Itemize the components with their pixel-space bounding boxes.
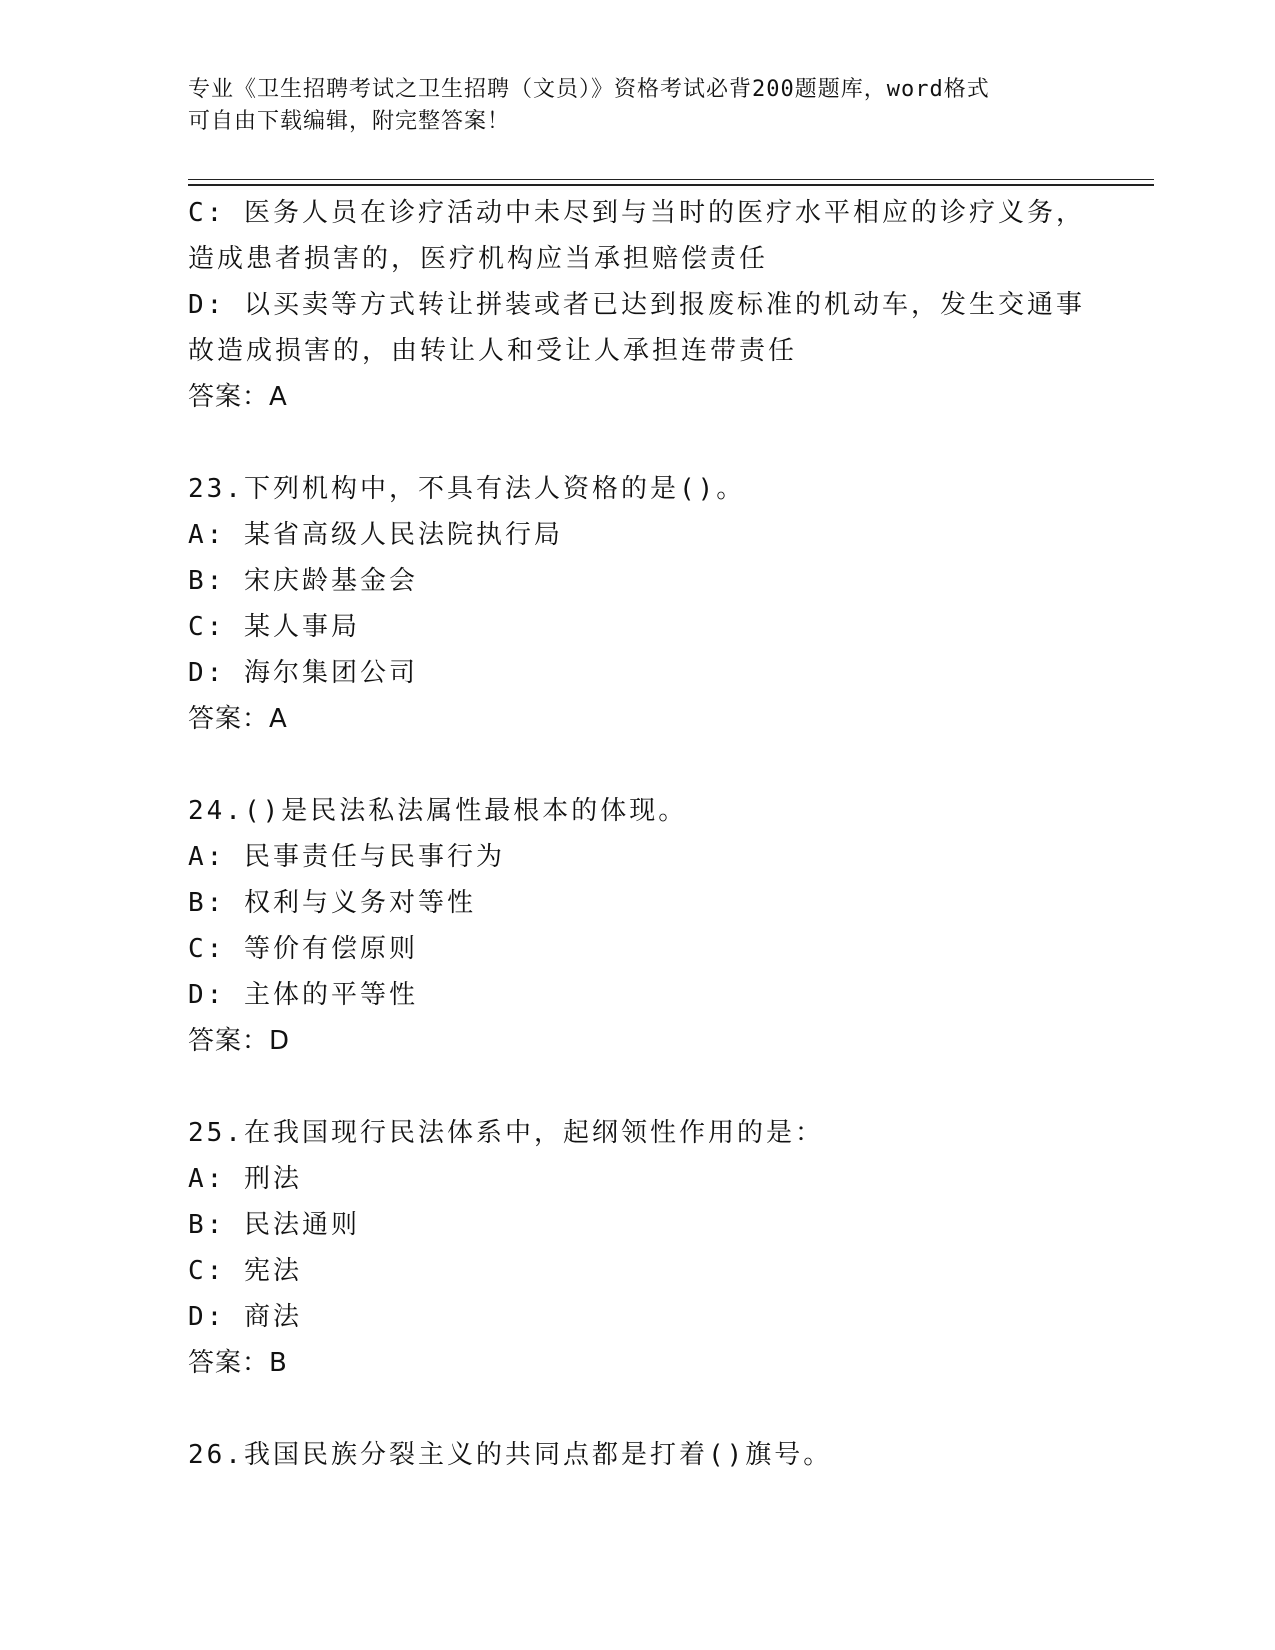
answer: 答案：A bbox=[188, 382, 288, 412]
question-stem: 24.()是民法私法属性最根本的体现。 bbox=[188, 796, 688, 826]
option-d: D: 海尔集团公司 bbox=[188, 658, 418, 688]
option-b: B: 宋庆龄基金会 bbox=[188, 566, 418, 596]
option-b: B: 权利与义务对等性 bbox=[188, 888, 476, 918]
option-c: C: 等价有偿原则 bbox=[188, 934, 418, 964]
question-24 bbox=[188, 788, 1088, 1064]
question-23 bbox=[188, 466, 1088, 742]
spacer bbox=[188, 1386, 1088, 1432]
answer: 答案：B bbox=[188, 1348, 288, 1378]
header-rule-thick bbox=[188, 184, 1154, 186]
question-content bbox=[188, 190, 1088, 1478]
question-stem: 25.在我国现行民法体系中，起纲领性作用的是： bbox=[188, 1118, 824, 1148]
spacer bbox=[188, 742, 1088, 788]
spacer bbox=[188, 420, 1088, 466]
option-c: C: 宪法 bbox=[188, 1256, 302, 1286]
answer: 答案：A bbox=[188, 704, 288, 734]
option-text: 故造成损害的，由转让人和受让人承担连带责任 bbox=[188, 336, 798, 366]
option-c bbox=[188, 190, 1088, 282]
answer: 答案：D bbox=[188, 1026, 291, 1056]
question-stem: 23.下列机构中，不具有法人资格的是()。 bbox=[188, 474, 746, 504]
option-a: A: 民事责任与民事行为 bbox=[188, 842, 505, 872]
option-c: C: 某人事局 bbox=[188, 612, 360, 642]
option-d: D: 商法 bbox=[188, 1302, 302, 1332]
option-b: B: 民法通则 bbox=[188, 1210, 360, 1240]
header-line-2: 可自由下载编辑，附完整答案！ bbox=[188, 109, 511, 134]
option-text: C: 医务人员在诊疗活动中未尽到与当时的医疗水平相应的诊疗义务， bbox=[188, 198, 1085, 228]
question-25 bbox=[188, 1110, 1088, 1386]
document-header bbox=[188, 74, 1088, 138]
option-text: 造成患者损害的，医疗机构应当承担赔偿责任 bbox=[188, 244, 769, 274]
option-a: A: 某省高级人民法院执行局 bbox=[188, 520, 563, 550]
option-a: A: 刑法 bbox=[188, 1164, 302, 1194]
option-d: D: 主体的平等性 bbox=[188, 980, 418, 1010]
option-text: D: 以买卖等方式转让拼装或者已达到报废标准的机动车，发生交通事 bbox=[188, 290, 1085, 320]
question-26 bbox=[188, 1432, 1088, 1478]
header-rule-thin bbox=[188, 179, 1154, 180]
header-line-1: 专业《卫生招聘考试之卫生招聘（文员）》资格考试必背200题题库，word格式 bbox=[188, 77, 990, 102]
question-stem: 26.我国民族分裂主义的共同点都是打着()旗号。 bbox=[188, 1440, 833, 1470]
option-d bbox=[188, 282, 1088, 374]
spacer bbox=[188, 1064, 1088, 1110]
